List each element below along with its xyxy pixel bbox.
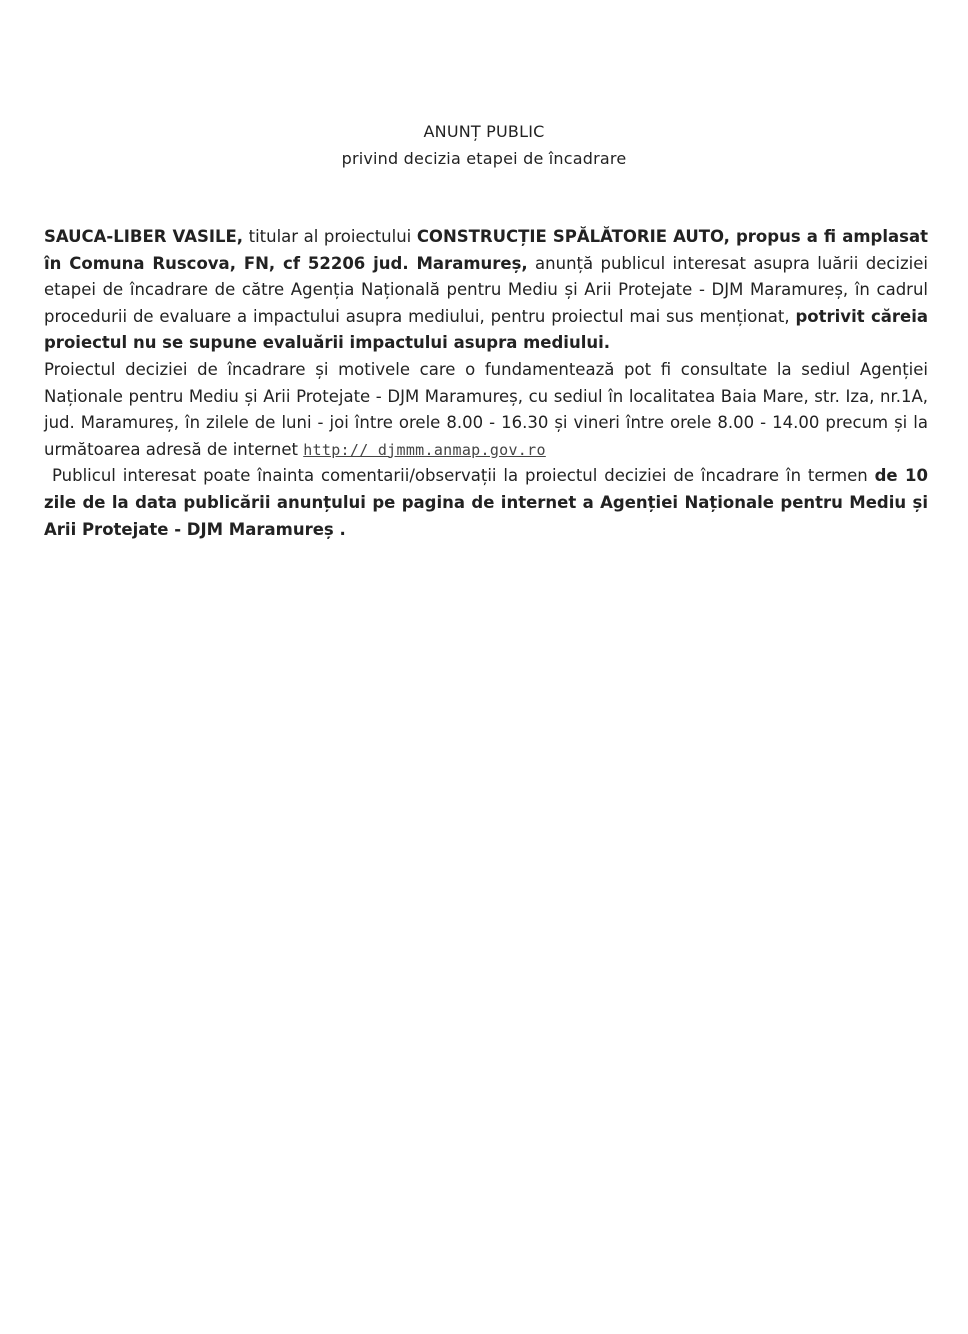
project-name: CONSTRUCȚIE SPĂLĂTORIE AUTO, propus a fi amplasat în Comuna Ruscova, FN, cf 52206 jud. Maramureș, [44,227,928,273]
paragraph-comments [44,463,928,543]
paragraph1-text-1: titular al proiectului [243,227,417,246]
announcement-heading [0,118,968,172]
paragraph3-text: Publicul interesat poate înainta comentarii/observații la proiectul deciziei de încadrare în termen [52,466,875,486]
website-link[interactable]: http:// djmmm.anmap.gov.ro [303,440,546,459]
comment-deadline: de 10 zile de la data publicării anunțului pe pagina de internet a Agenției Naționale pentru Mediu și Arii Protejate - DJM Maramureș . [44,466,928,539]
document-subtitle: privind decizia etapei de încadrare [341,149,627,168]
holder-name: SAUCA-LIBER VASILE, [44,227,244,246]
paragraph2-text: Proiectul deciziei de încadrare și motivele care o fundamentează pot fi consultate la sediul Agenției Naționale pentru Mediu și Arii Protejate - DJM Maramureș, cu sediul în localitatea Baia Mare, str. Iza, nr.1A, jud. Maramureș, în zilele de luni - joi între orele 8.00 - 16.30 și vineri între orele 8.00 - 14.00 precum și la următoarea adresă de internet [44,359,928,459]
paragraph1-text-2: anunță publicul interesat asupra luării deciziei etapei de încadrare de către Agenția Națională pentru Mediu și Arii Protejate - DJM Maramureș, în cadrul procedurii de evaluare a impactului asupra mediului, pentru proiectul mai sus menționat, [44,253,928,326]
document-title: ANUNȚ PUBLIC [423,122,545,141]
paragraph-project-decision [44,224,928,357]
paragraph-consultation [44,357,928,463]
announcement-body [44,224,928,543]
decision-statement: potrivit căreia proiectul nu se supune evaluării impactului asupra mediului. [44,306,928,353]
